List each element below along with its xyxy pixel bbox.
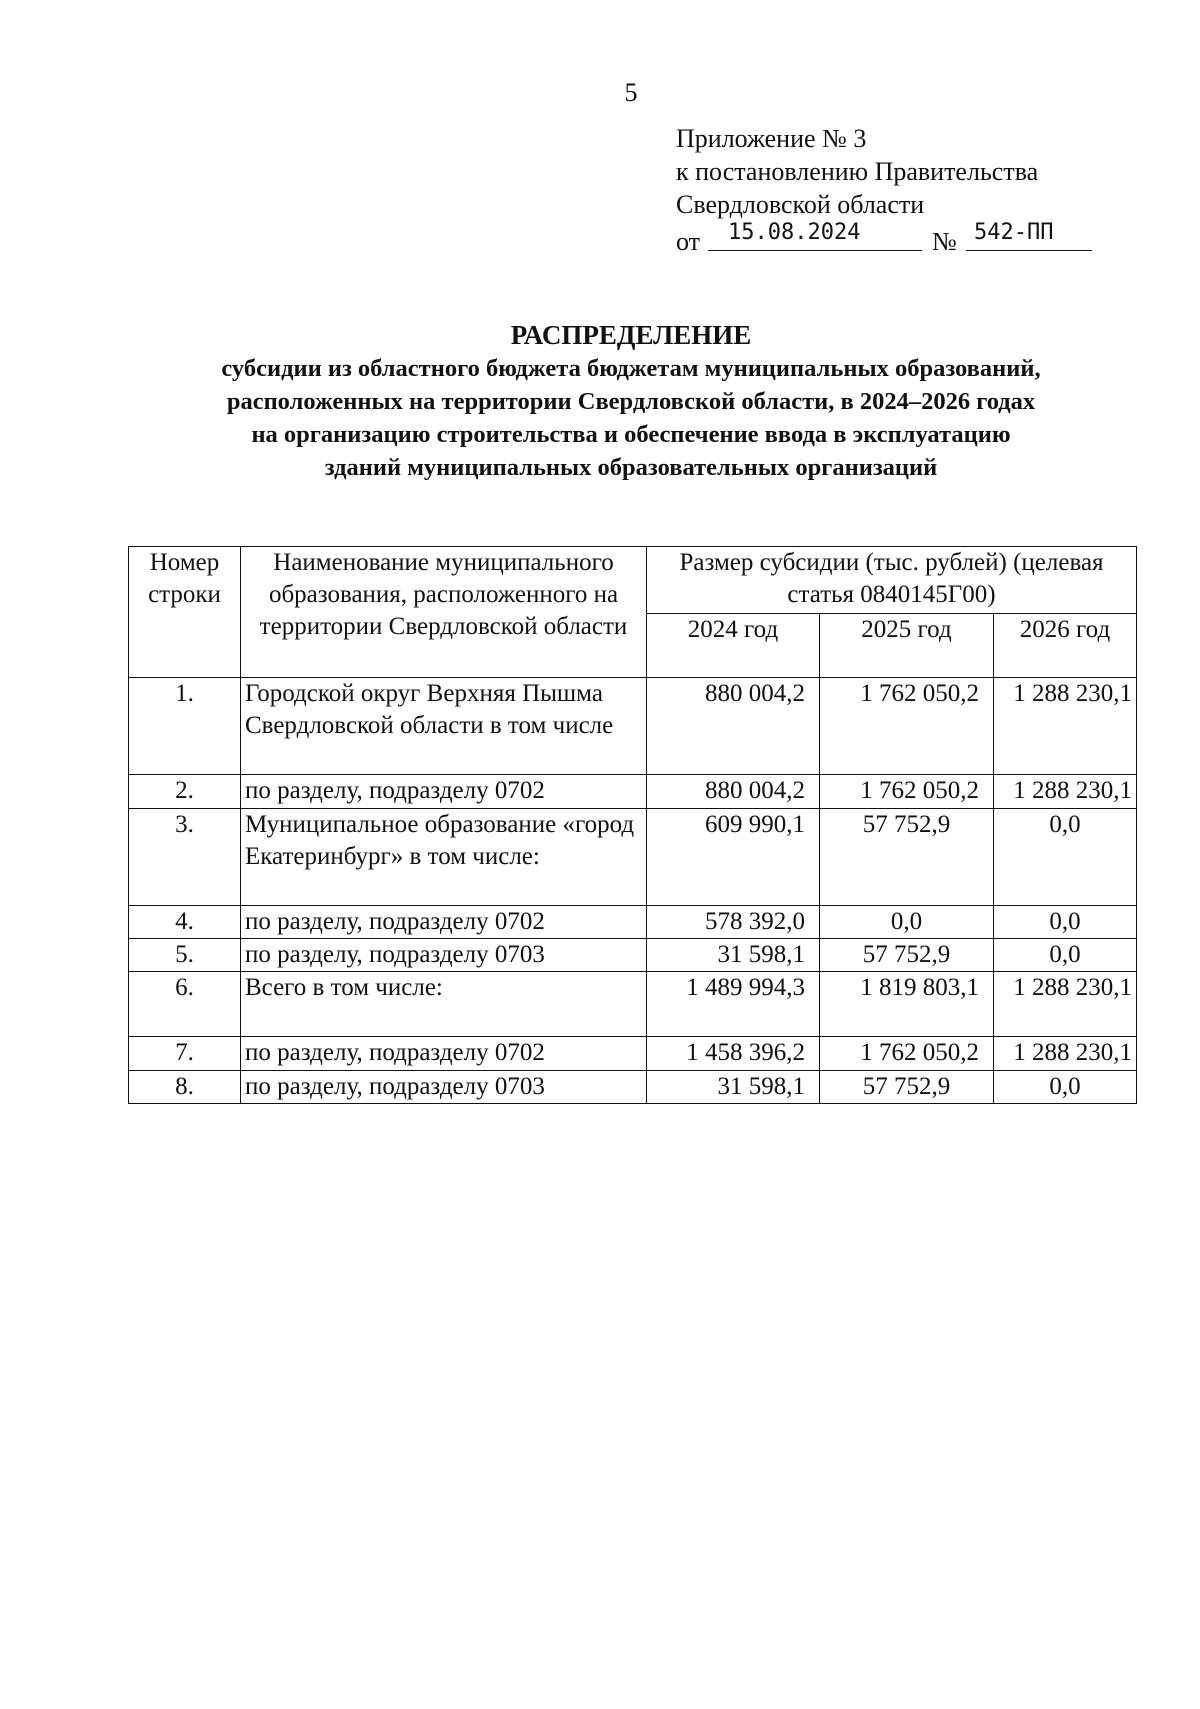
row-number: 3. <box>129 809 241 906</box>
row-value-2026: 0,0 <box>994 939 1137 972</box>
row-value-2026: 0,0 <box>994 1071 1137 1104</box>
row-value-2024: 1 458 396,2 <box>647 1037 820 1071</box>
row-value-2025: 1 762 050,2 <box>820 678 994 775</box>
row-name: Всего в том числе: <box>241 972 647 1037</box>
decree-date: 15.08.2024 <box>708 221 922 251</box>
row-value-2025: 57 752,9 <box>820 939 994 972</box>
table-header-row <box>129 547 1137 614</box>
appendix-line-3: Свердловской области <box>676 190 925 219</box>
row-value-2026: 0,0 <box>994 906 1137 939</box>
row-number: 8. <box>129 1071 241 1104</box>
row-value-2024: 609 990,1 <box>647 809 820 906</box>
appendix-line-2: к постановлению Правительства <box>676 157 1039 186</box>
table-row <box>129 906 1137 939</box>
row-number: 2. <box>129 775 241 809</box>
row-name: по разделу, подразделу 0702 <box>241 906 647 939</box>
page-number: 5 <box>624 78 638 107</box>
row-value-2024: 31 598,1 <box>647 939 820 972</box>
row-name: Муниципальное образование «город Екатеринбург» в том числе: <box>241 809 647 906</box>
appendix-line-1: Приложение № 3 <box>676 124 867 153</box>
title-main: РАСПРЕДЕЛЕНИЕ <box>510 320 752 350</box>
row-value-2025: 57 752,9 <box>820 809 994 906</box>
table-row <box>129 775 1137 809</box>
row-name: по разделу, подразделу 0702 <box>241 775 647 809</box>
row-value-2024: 31 598,1 <box>647 1071 820 1104</box>
title-line-2: расположенных на территории Свердловской области, в 2024–2026 годах <box>226 388 1036 415</box>
decree-number: 542-ПП <box>966 221 1092 251</box>
table-row <box>129 972 1137 1037</box>
number-label: № <box>932 227 957 256</box>
table-row <box>129 678 1137 775</box>
subsidy-table <box>128 546 1137 1104</box>
header-year-2024: 2024 год <box>647 614 820 678</box>
row-value-2025: 1 762 050,2 <box>820 775 994 809</box>
document-title <box>120 318 1142 484</box>
header-year-2026: 2026 год <box>994 614 1137 678</box>
table-row <box>129 809 1137 906</box>
row-value-2024: 1 489 994,3 <box>647 972 820 1037</box>
title-line-1: субсидии из областного бюджета бюджетам муниципальных образований, <box>221 355 1041 382</box>
row-value-2024: 880 004,2 <box>647 775 820 809</box>
row-number: 1. <box>129 678 241 775</box>
row-value-2025: 1 819 803,1 <box>820 972 994 1037</box>
row-number: 6. <box>129 972 241 1037</box>
row-name: по разделу, подразделу 0703 <box>241 939 647 972</box>
header-subsidy-amount: Размер субсидии (тыс. рублей) (целевая статья 0840145Г00) <box>647 547 1137 614</box>
header-row-number: Номер строки <box>129 547 241 678</box>
row-value-2026: 1 288 230,1 <box>994 775 1137 809</box>
table-row <box>129 1071 1137 1104</box>
title-line-3: на организацию строительства и обеспечение ввода в эксплуатацию <box>251 421 1011 448</box>
header-municipality-name: Наименование муниципального образования, расположенного на территории Свердловской области <box>241 547 647 678</box>
from-label: от <box>676 227 701 256</box>
table-row <box>129 939 1137 972</box>
row-name: по разделу, подразделу 0703 <box>241 1071 647 1104</box>
row-value-2024: 880 004,2 <box>647 678 820 775</box>
row-number: 5. <box>129 939 241 972</box>
row-number: 4. <box>129 906 241 939</box>
title-subtitle <box>120 352 1142 484</box>
row-value-2024: 578 392,0 <box>647 906 820 939</box>
title-line-4: зданий муниципальных образовательных организаций <box>324 454 938 481</box>
row-value-2026: 1 288 230,1 <box>994 972 1137 1037</box>
row-value-2025: 1 762 050,2 <box>820 1037 994 1071</box>
table-row <box>129 1037 1137 1071</box>
row-value-2026: 0,0 <box>994 809 1137 906</box>
row-value-2026: 1 288 230,1 <box>994 1037 1137 1071</box>
row-value-2026: 1 288 230,1 <box>994 678 1137 775</box>
row-value-2025: 57 752,9 <box>820 1071 994 1104</box>
decree-reference <box>676 220 1054 257</box>
row-name: по разделу, подразделу 0702 <box>241 1037 647 1071</box>
row-name: Городской округ Верхняя Пышма Свердловской области в том числе <box>241 678 647 775</box>
row-value-2025: 0,0 <box>820 906 994 939</box>
row-number: 7. <box>129 1037 241 1071</box>
header-year-2025: 2025 год <box>820 614 994 678</box>
appendix-header <box>676 122 1054 257</box>
